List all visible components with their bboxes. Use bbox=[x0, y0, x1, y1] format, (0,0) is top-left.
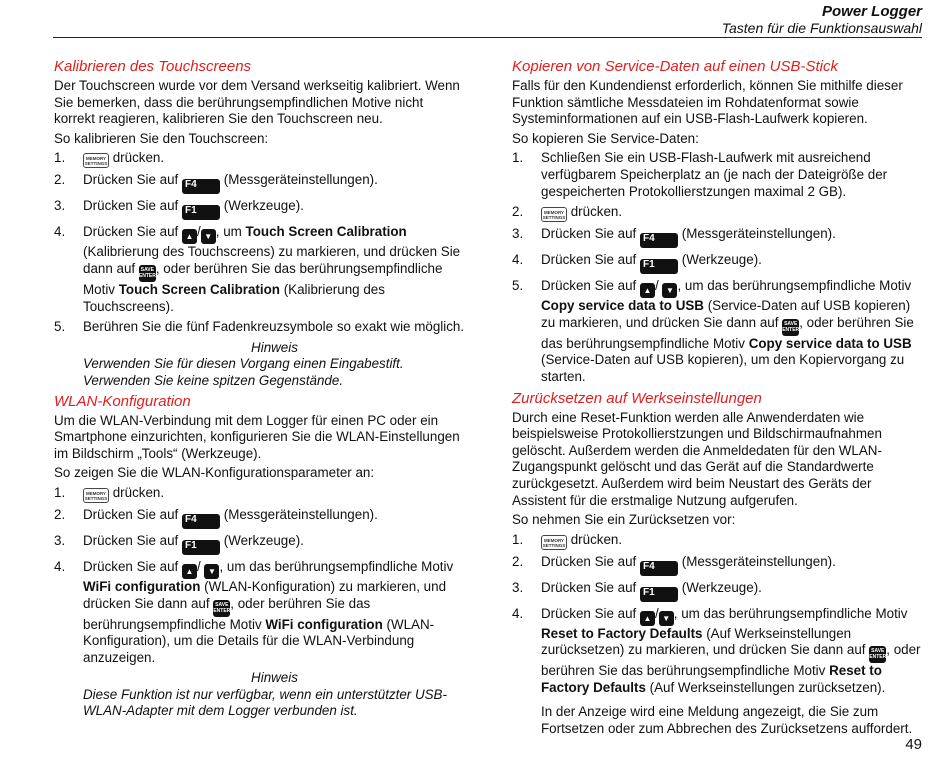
steps-list bbox=[54, 485, 466, 666]
step-text: drücken. bbox=[112, 484, 165, 500]
down-arrow-key-icon: ▼ bbox=[662, 283, 677, 298]
step-number: 3. bbox=[54, 532, 66, 548]
header-rule bbox=[53, 37, 922, 38]
section-title-factory-reset: Zurücksetzen auf Werkseinstellungen bbox=[512, 389, 762, 407]
save-enter-key-icon: SAVE ENTER bbox=[869, 646, 886, 663]
f4-key-icon: F4 bbox=[640, 561, 678, 576]
f1-key-icon: F1 bbox=[182, 205, 220, 220]
list-item: 4. Drücken Sie auf F1 (Werkzeuge). bbox=[512, 252, 924, 274]
steps-list bbox=[512, 532, 924, 697]
memory-settings-key-icon: MEMORY SETTINGS bbox=[541, 535, 567, 550]
list-item: 2. MEMORY SETTINGS drücken. bbox=[512, 204, 623, 221]
right-column bbox=[512, 58, 924, 741]
page-number: 49 bbox=[905, 736, 922, 754]
list-item bbox=[54, 172, 466, 194]
step-text: Berühren Sie die fünf Fadenkreuzsymbole so exakt wie möglich. bbox=[83, 319, 465, 335]
step-number: 2. bbox=[54, 506, 66, 522]
note-box bbox=[83, 670, 466, 720]
step-number: 4. bbox=[512, 252, 524, 268]
f1-key-icon: F1 bbox=[640, 587, 678, 602]
up-arrow-key-icon: ▲ bbox=[640, 283, 655, 298]
up-arrow-key-icon: ▲ bbox=[640, 611, 655, 626]
step-number: 3. bbox=[54, 198, 66, 214]
step-number: 1. bbox=[512, 150, 524, 166]
note-text: Verwenden Sie für diesen Vorgang einen Eingabestift. bbox=[83, 356, 404, 372]
paragraph: Der Touchscreen wurde vor dem Versand werkseitig kalibriert. Wenn Sie bemerken, dass die berührungsempfindlichen Motive nicht korrekt reagieren, kalibrieren Sie den Touchscreen neu. bbox=[54, 78, 460, 127]
list-item: 3. Drücken Sie auf F4 (Messgeräteinstellungen). bbox=[512, 226, 924, 248]
section-title-service-data: Kopieren von Service-Daten auf einen USB-Stick bbox=[512, 58, 839, 75]
paragraph: So kopieren Sie Service-Daten: bbox=[512, 130, 699, 146]
steps-list bbox=[512, 150, 924, 385]
f4-key-icon: F4 bbox=[640, 233, 678, 248]
paragraph: So kalibrieren Sie den Touchscreen: bbox=[54, 130, 269, 146]
list-item bbox=[54, 485, 466, 503]
step-text: drücken. bbox=[112, 150, 165, 166]
paragraph: Um die WLAN-Verbindung mit dem Logger für einen PC oder ein Smartphone einzurichten, konfigurieren Sie die WLAN-Einstellungen im Bildschirm „Tools“ (Werkzeuge). bbox=[54, 412, 460, 461]
memory-settings-key-icon: MEMORY SETTINGS bbox=[83, 153, 109, 168]
down-arrow-key-icon: ▼ bbox=[204, 564, 219, 579]
save-enter-key-icon: SAVE ENTER bbox=[139, 265, 156, 282]
step-number: 4. bbox=[512, 605, 524, 621]
list-item bbox=[54, 150, 466, 168]
paragraph: In der Anzeige wird eine Meldung angezeigt, die Sie zum Fortsetzen oder zum Abbrechen des Zurücksetzens auffordert. bbox=[541, 704, 913, 737]
list-item: 2. Drücken Sie auf F4 (Messgeräteinstellungen). bbox=[512, 554, 924, 576]
step-number: 1. bbox=[512, 531, 524, 547]
step-number: 2. bbox=[512, 204, 524, 220]
list-item: 4. Drücken Sie auf ▲ / ▼ , um Touch Screen Calibration (Kalibrierung des Touchscreens) zu markieren, und drücken Sie dann auf SAVE ENTER, oder berühren Sie das berührungsempfindliche Motiv Touch Screen Calibration (Kalibrierung des Touchscreens). bbox=[54, 224, 461, 314]
list-item: 5. Drücken Sie auf ▲ / ▼ , um das berührungsempfindliche Motiv Copy service data to USB (Service-Daten auf USB kopieren) zu markieren, und drücken Sie dann auf SAVE ENTER, oder berühren Sie das berührungsempfindliche Motiv Copy service data to USB (Service-Daten auf USB kopieren), um den Kopiervorgang zu starten. bbox=[512, 278, 914, 384]
header-title: Power Logger bbox=[821, 3, 922, 20]
step-number: 3. bbox=[512, 226, 524, 242]
step-text: Drücken Sie auf bbox=[83, 172, 179, 188]
note-title: Hinweis bbox=[251, 339, 298, 355]
note-title: Hinweis bbox=[251, 670, 298, 686]
f1-key-icon: F1 bbox=[182, 540, 220, 555]
f4-key-icon: F4 bbox=[182, 514, 220, 529]
step-text: (Messgeräteinstellungen). bbox=[223, 172, 378, 188]
down-arrow-key-icon: ▼ bbox=[201, 229, 216, 244]
left-column bbox=[54, 58, 466, 723]
up-arrow-key-icon: ▲ bbox=[182, 229, 197, 244]
page-header bbox=[722, 3, 922, 36]
down-arrow-key-icon: ▼ bbox=[659, 611, 674, 626]
list-item bbox=[512, 150, 924, 200]
note-box bbox=[83, 340, 466, 390]
list-item: 3. Drücken Sie auf F1 (Werkzeuge). bbox=[54, 533, 466, 555]
step-number: 1. bbox=[54, 150, 66, 166]
up-arrow-key-icon: ▲ bbox=[182, 564, 197, 579]
memory-settings-key-icon: MEMORY SETTINGS bbox=[83, 488, 109, 503]
save-enter-key-icon: SAVE ENTER bbox=[782, 319, 799, 336]
step-text: Schließen Sie ein USB-Flash-Laufwerk mit ausreichend verfügbarem Speicherplatz an (je nach der Dateigröße der gespeicherten Protokollierstzungen maximal 2 GB). bbox=[541, 150, 888, 199]
f1-key-icon: F1 bbox=[640, 259, 678, 274]
step-number: 2. bbox=[512, 553, 524, 569]
list-item: 4. Drücken Sie auf ▲ / ▼ , um das berührungsempfindliche Motiv WiFi configuration (WLAN-Konfiguration) zu markieren, und drücken Sie dann auf SAVE ENTER, oder berühren Sie das berührungsempfindliche Motiv WiFi configuration (WLAN-Konfiguration), um die Details für die WLAN-Verbindung anzuzeigen. bbox=[54, 558, 454, 665]
paragraph: Falls für den Kundendienst erforderlich, können Sie mithilfe dieser Funktion sämtliche Messdateien im Rohdatenformat sowie Systeminformationen auf ein USB-Flash-Laufwerk kopieren. bbox=[512, 78, 903, 127]
list-item bbox=[54, 198, 466, 220]
save-enter-key-icon: SAVE ENTER bbox=[213, 600, 230, 617]
step-number: 5. bbox=[54, 319, 66, 335]
list-item: 2. Drücken Sie auf F4 (Messgeräteinstellungen). bbox=[54, 507, 466, 529]
step-text: Drücken Sie auf bbox=[83, 198, 179, 214]
step-number: 4. bbox=[54, 224, 66, 240]
header-subtitle: Tasten für die Funktionsauswahl bbox=[721, 20, 922, 36]
step-text: (Werkzeuge). bbox=[223, 198, 304, 214]
step-number: 5. bbox=[512, 278, 524, 294]
f4-key-icon: F4 bbox=[182, 179, 220, 194]
list-item: 4. Drücken Sie auf ▲ / ▼ , um das berührungsempfindliche Motiv Reset to Factory Defaults (Auf Werkseinstellungen zurücksetzen) zu markieren, und drücken Sie dann auf SAVE ENTER, oder berühren Sie das berührungsempfindliche Motiv Reset to Factory Defaults (Auf Werkseinstellungen zurücksetzen). bbox=[512, 605, 921, 695]
memory-settings-key-icon: MEMORY SETTINGS bbox=[541, 207, 567, 222]
paragraph: Durch eine Reset-Funktion werden alle Anwenderdaten wie beispielsweise Protokollierstzungen und Bildschirmaufnahmen gelöscht. Außerdem werden die Anmeldedaten für den WLAN-Zugangspunkt gelöscht und das Gerät auf die Standardwerte zurückgesetzt. Außerdem wird beim Neustart des Geräts der Assistent für die erstmalige Nutzung aufgerufen. bbox=[512, 409, 882, 508]
note-text: Verwenden Sie keine spitzen Gegenstände. bbox=[83, 372, 344, 388]
step-number: 1. bbox=[54, 484, 66, 500]
step-number: 3. bbox=[512, 579, 524, 595]
list-item: 3. Drücken Sie auf F1 (Werkzeuge). bbox=[512, 580, 924, 602]
section-title-wlan: WLAN-Konfiguration bbox=[54, 392, 191, 410]
list-item bbox=[54, 319, 466, 336]
note-text: Diese Funktion ist nur verfügbar, wenn ein unterstützter USB-WLAN-Adapter mit dem Logger verbunden ist. bbox=[83, 686, 447, 719]
paragraph: So nehmen Sie ein Zurücksetzen vor: bbox=[512, 512, 736, 528]
paragraph: So zeigen Sie die WLAN-Konfigurationsparameter an: bbox=[54, 465, 375, 481]
step-number: 4. bbox=[54, 558, 66, 574]
list-item: 1. MEMORY SETTINGS drücken. bbox=[512, 531, 623, 548]
steps-list bbox=[54, 150, 466, 335]
section-title-touchscreen: Kalibrieren des Touchscreens bbox=[54, 58, 252, 75]
step-number: 2. bbox=[54, 172, 66, 188]
